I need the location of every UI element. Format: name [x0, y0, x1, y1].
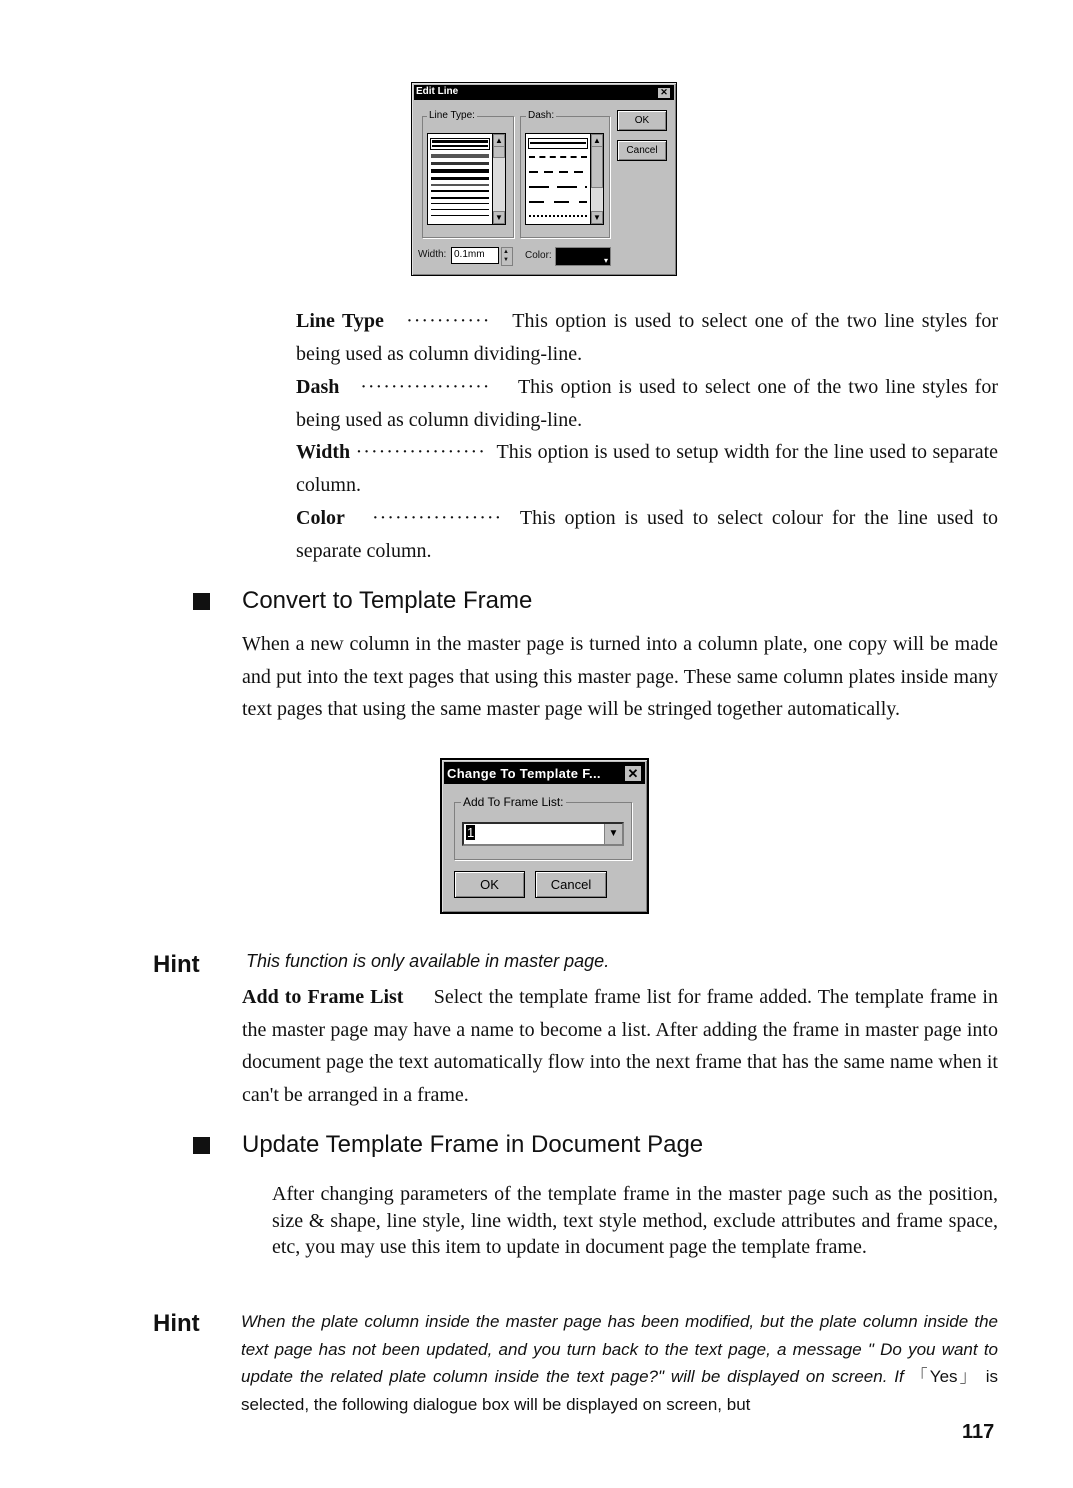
definition-text: This option is used to select one of the two line styles for being used as column dividing-line.	[296, 376, 999, 431]
chevron-down-icon: ▾	[603, 256, 608, 265]
frame-list-select[interactable]	[462, 822, 624, 846]
line-sample[interactable]	[431, 215, 489, 216]
hint-body-text: Select the template frame list for frame added. The template frame in the master page may have a name to become a list. After adding the frame in master page into document page the text automatically flow into the next frame that has the same name when it can't be arranged in a frame.	[242, 986, 998, 1106]
dash-list[interactable]	[525, 133, 604, 225]
dash-label: Dash:	[528, 110, 555, 121]
change-template-dialog	[440, 758, 649, 914]
scroll-thumb[interactable]	[493, 146, 505, 158]
change-template-titlebar	[444, 762, 645, 784]
definition-dash	[296, 371, 998, 437]
leader-dots: ·················	[360, 376, 491, 398]
line-sample[interactable]	[431, 177, 489, 180]
line-sample-double[interactable]	[430, 138, 490, 150]
edit-line-titlebar	[414, 85, 674, 100]
leader-dots: ·················	[355, 441, 486, 463]
definition-term: Color	[296, 507, 345, 529]
definition-term: Width	[296, 441, 351, 463]
section-bullet	[193, 593, 210, 610]
section-heading: Convert to Template Frame	[242, 587, 533, 614]
section-bullet	[193, 1137, 210, 1154]
change-template-title: Change To Template F...	[447, 766, 601, 781]
dash-sample[interactable]	[529, 171, 587, 173]
definition-term: Line Type	[296, 310, 384, 332]
line-sample[interactable]	[431, 162, 489, 165]
edit-line-title: Edit Line	[416, 86, 459, 97]
close-icon[interactable]: ✕	[657, 87, 671, 99]
cancel-button[interactable]: Cancel	[617, 140, 667, 161]
close-icon[interactable]: ✕	[624, 765, 642, 782]
spin-down-icon[interactable]: ▼	[503, 257, 509, 263]
page-number: 117	[962, 1421, 995, 1443]
line-sample[interactable]	[431, 203, 489, 204]
line-sample[interactable]	[431, 184, 489, 186]
definition-text: This option is used to select colour for the line used to separate column.	[296, 507, 999, 562]
scroll-thumb[interactable]	[591, 146, 603, 188]
definition-term: Dash	[296, 376, 340, 398]
section-body: After changing parameters of the template frame in the master page such as the position, size & shape, line style, line width, text style method, exclude attributes and frame space, etc, you may use this item to update in document page the template frame.	[272, 1183, 998, 1258]
hint-body	[241, 1308, 998, 1418]
line-type-scrollbar[interactable]	[492, 134, 505, 224]
line-sample[interactable]	[431, 209, 489, 210]
hint-label: Hint	[153, 1310, 200, 1337]
color-picker[interactable]	[555, 247, 611, 266]
width-spinner[interactable]	[501, 247, 513, 266]
scroll-up-icon[interactable]: ▲	[591, 134, 603, 147]
scroll-up-icon[interactable]: ▲	[493, 134, 505, 147]
hint-text: This function is only available in master page.	[246, 951, 610, 971]
ok-button[interactable]: OK	[617, 110, 667, 131]
line-type-list[interactable]	[427, 133, 506, 225]
yes-quote: 「Yes」	[910, 1367, 979, 1386]
hint-term: Add to Frame List	[242, 986, 404, 1008]
hint-label: Hint	[153, 951, 200, 978]
line-sample[interactable]	[431, 154, 489, 158]
width-input[interactable]	[451, 247, 499, 264]
leader-dots: ·················	[371, 507, 503, 529]
definition-text: This option is used to select one of the two line styles for being used as column dividing-line.	[296, 310, 999, 365]
scroll-down-icon[interactable]: ▼	[493, 211, 505, 224]
definition-text: This option is used to setup width for the line used to separate column.	[296, 441, 999, 496]
spin-up-icon[interactable]: ▲	[503, 249, 509, 255]
leader-dots: ···········	[406, 310, 491, 332]
line-sample[interactable]	[431, 169, 489, 173]
dash-sample[interactable]	[529, 186, 587, 188]
section-body: When a new column in the master page is turned into a column plate, one copy will be made and put into the text pages that using this master page. These same column plates inside many text pages that using the same master page will be stringed together automatically.	[242, 633, 998, 720]
width-value: 0.1mm	[454, 249, 485, 260]
width-label: Width:	[418, 249, 447, 260]
dash-sample-dotted[interactable]	[529, 215, 587, 217]
hint-body	[242, 981, 998, 1111]
cancel-button[interactable]: Cancel	[535, 871, 607, 898]
edit-line-dialog	[411, 82, 677, 276]
color-label: Color:	[525, 250, 552, 261]
line-type-label: Line Type:	[429, 110, 475, 121]
frame-list-value: 1	[467, 825, 475, 840]
frame-list-label: Add To Frame List:	[463, 795, 564, 809]
section-heading: Update Template Frame in Document Page	[242, 1131, 704, 1158]
line-sample[interactable]	[431, 190, 489, 192]
hint-text: When the plate column inside the master page has been modified, but the plate column inside the text page has not been updated, and you turn back to the text page, a message " Do you want to update the related plate column inside the text page?" will be displayed on screen. If	[241, 1312, 998, 1386]
dash-scrollbar[interactable]	[590, 134, 603, 224]
definition-width	[296, 436, 998, 502]
ok-button[interactable]: OK	[454, 871, 525, 898]
dash-sample-solid[interactable]	[528, 138, 588, 149]
definition-line-type	[296, 305, 998, 371]
definition-color	[296, 502, 998, 568]
line-sample[interactable]	[431, 197, 489, 199]
hint-text-tail: is selected, the following dialogue box will be displayed on screen, but	[241, 1367, 999, 1414]
scroll-down-icon[interactable]: ▼	[591, 211, 603, 224]
chevron-down-icon[interactable]: ▼	[604, 824, 622, 844]
dash-sample[interactable]	[529, 156, 587, 158]
dash-sample[interactable]	[529, 201, 587, 203]
